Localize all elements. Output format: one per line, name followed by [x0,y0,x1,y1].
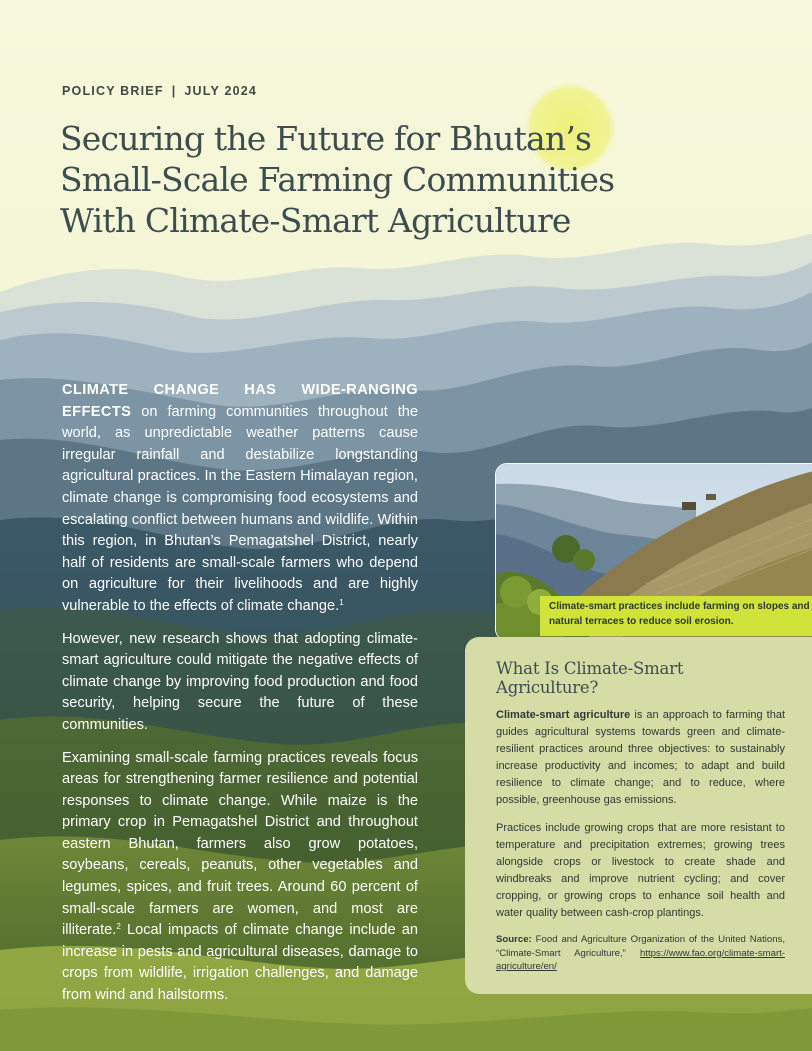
sidebar-heading: What Is Climate-Smart Agriculture? [496,659,684,697]
sidebar-box [465,637,812,994]
lead-in: CLIMATE CHANGE HAS WIDE-RANGING EFFECTS [62,382,418,420]
body-paragraph-3 [62,748,418,1007]
sidebar-source [496,933,785,974]
document-kicker [62,84,257,98]
title-line-2: Small-Scale Farming Communities [60,160,615,199]
title-line-3: With Climate-Smart Agriculture [60,201,571,240]
sidebar-paragraph-2: Practices include growing crops that are more resistant to temperature and precipitation extremes; growing trees alongside crops or livestock to create shade and windbreaks and improve nutrient cycling; and cover cropping, or growing crops to enhance soil health and water quality between cash-crop plantings. [496,822,785,919]
body-paragraph-1 [62,380,418,618]
source-label: Source: [496,934,532,945]
sidebar-paragraph-1 [496,707,785,809]
sidebar-term: Climate-smart agriculture [496,709,631,721]
kicker-date: JULY 2024 [184,84,258,98]
body-p3-tail: Local impacts of climate change include an increase in pests and agricultural diseases, damage to crops from wildlife, irrigation challenges, and damage from wind and hailstorms. [62,922,418,1004]
sidebar-p1-text: is an approach to farming that guides agricultural systems towards green and climate-resilient practices around three objectives: to sustainably increase productivity and incomes; to adapt and build resilience to climate change; and to reduce, where possible, greenhouse gas emissions. [496,709,786,806]
title-line-1: Securing the Future for Bhutan’s [60,119,592,158]
source-link[interactable]: https://www.fao.org/climate-smart-agriculture/en/ [496,947,785,972]
kicker-separator: | [171,84,177,98]
kicker-label: POLICY BRIEF [62,84,164,98]
footnote-ref-1[interactable]: 1 [339,597,344,607]
page-title [60,118,660,241]
footnote-ref-2[interactable]: 2 [116,922,121,932]
body-paragraph-2: However, new research shows that adopting climate-smart agriculture could mitigate the negative effects of climate change by improving food production and food security, helping secure the future of these communities. [62,630,418,733]
photo-caption: Climate-smart practices include farming on slopes and natural terraces to reduce soil erosion. [540,596,812,636]
body-p3-text: Examining small-scale farming practices reveals focus areas for strengthening farmer resilience and potential responses to climate change. While maize is the primary crop in Pemagatshel District and throughout eastern Bhutan, farmers also grow potatoes, soybeans, cereals, peanuts, other vegetables and legumes, spices, and fruit trees. Around 60 percent of small-scale farmers are women, and most are illiterate. [62,749,418,939]
body-p1-text: on farming communities throughout the world, as unpredictable weather patterns cause irregular rainfall and destabilize longstanding agricultural practices. In the Eastern Himalayan region, climate change is compromising food ecosystems and escalating conflict between humans and wildlife. Within this region, in Bhutan’s Pemagatshel District, nearly half of residents are small-scale farmers who depend on agriculture for their livelihoods and are highly vulnerable to the effects of climate change. [62,403,418,614]
main-body-text [62,380,418,1018]
source-text: Food and Agriculture Organization of the United Nations, “Climate-Smart Agriculture,” [496,934,785,959]
